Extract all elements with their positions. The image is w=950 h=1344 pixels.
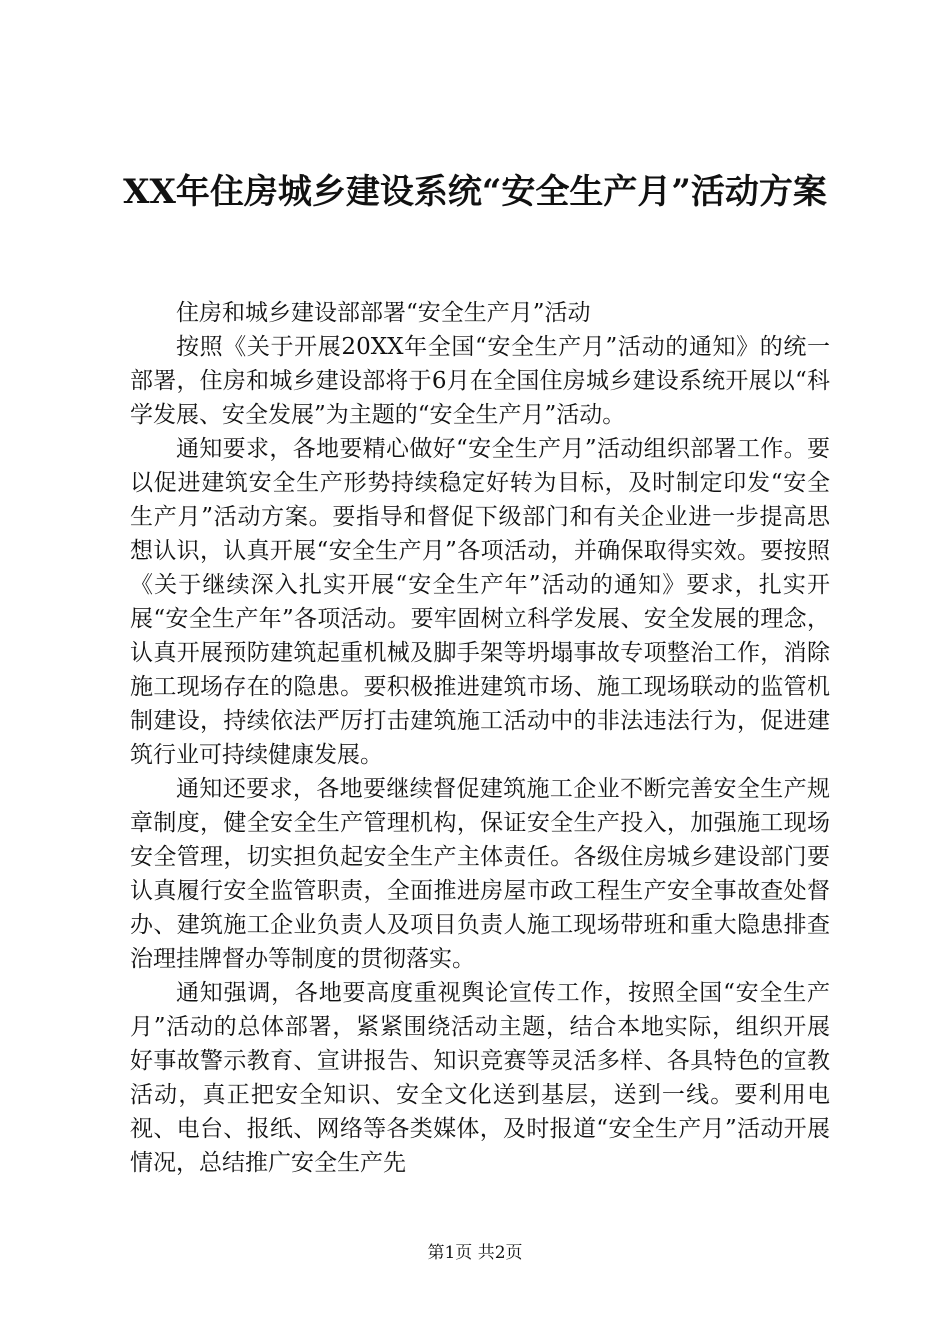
paragraph: 通知强调，各地要高度重视舆论宣传工作，按照全国“安全生产月”活动的总体部署，紧紧围绕活动主题，结合本地实际，组织开展好事故警示教育、宣讲报告、知识竞赛等灵活多样、各具特色的宣教活动，真正把安全知识、安全文化送到基层，送到一线。要利用电视、电台、报纸、网络等各类媒体，及时报道“安全生产月”活动开展情况，总结推广安全生产先 <box>130 980 830 1176</box>
paragraph: 通知还要求，各地要继续督促建筑施工企业不断完善安全生产规章制度，健全安全生产管理机构，保证安全生产投入，加强施工现场安全管理，切实担负起安全生产主体责任。各级住房城乡建设部门要认真履行安全监管职责，全面推进房屋市政工程生产安全事故查处督办、建筑施工企业负责人及项目负责人施工现场带班和重大隐患排查治理挂牌督办等制度的贯彻落实。 <box>130 776 830 972</box>
paragraph: 按照《关于开展20XX年全国“安全生产月”活动的通知》的统一部署，住房和城乡建设部将于6月在全国住房城乡建设系统开展以“科学发展、安全发展”为主题的“安全生产月”活动。 <box>130 334 830 428</box>
paragraph-subheading: 住房和城乡建设部部署“安全生产月”活动 <box>176 300 591 326</box>
document-body <box>130 296 830 1180</box>
page-number-footer: 第1页 共2页 <box>427 1243 523 1263</box>
document-title: XX年住房城乡建设系统“安全生产月”活动方案 <box>123 172 827 212</box>
paragraph: 通知要求，各地要精心做好“安全生产月”活动组织部署工作。要以促进建筑安全生产形势持续稳定好转为目标，及时制定印发“安全生产月”活动方案。要指导和督促下级部门和有关企业进一步提高思想认识，认真开展“安全生产月”各项活动，并确保取得实效。要按照《关于继续深入扎实开展“安全生产年”活动的通知》要求，扎实开展“安全生产年”各项活动。要牢固树立科学发展、安全发展的理念，认真开展预防建筑起重机械及脚手架等坍塌事故专项整治工作，消除施工现场存在的隐患。要积极推进建筑市场、施工现场联动的监管机制建设，持续依法严厉打击建筑施工活动中的非法违法行为，促进建筑行业可持续健康发展。 <box>130 436 830 768</box>
